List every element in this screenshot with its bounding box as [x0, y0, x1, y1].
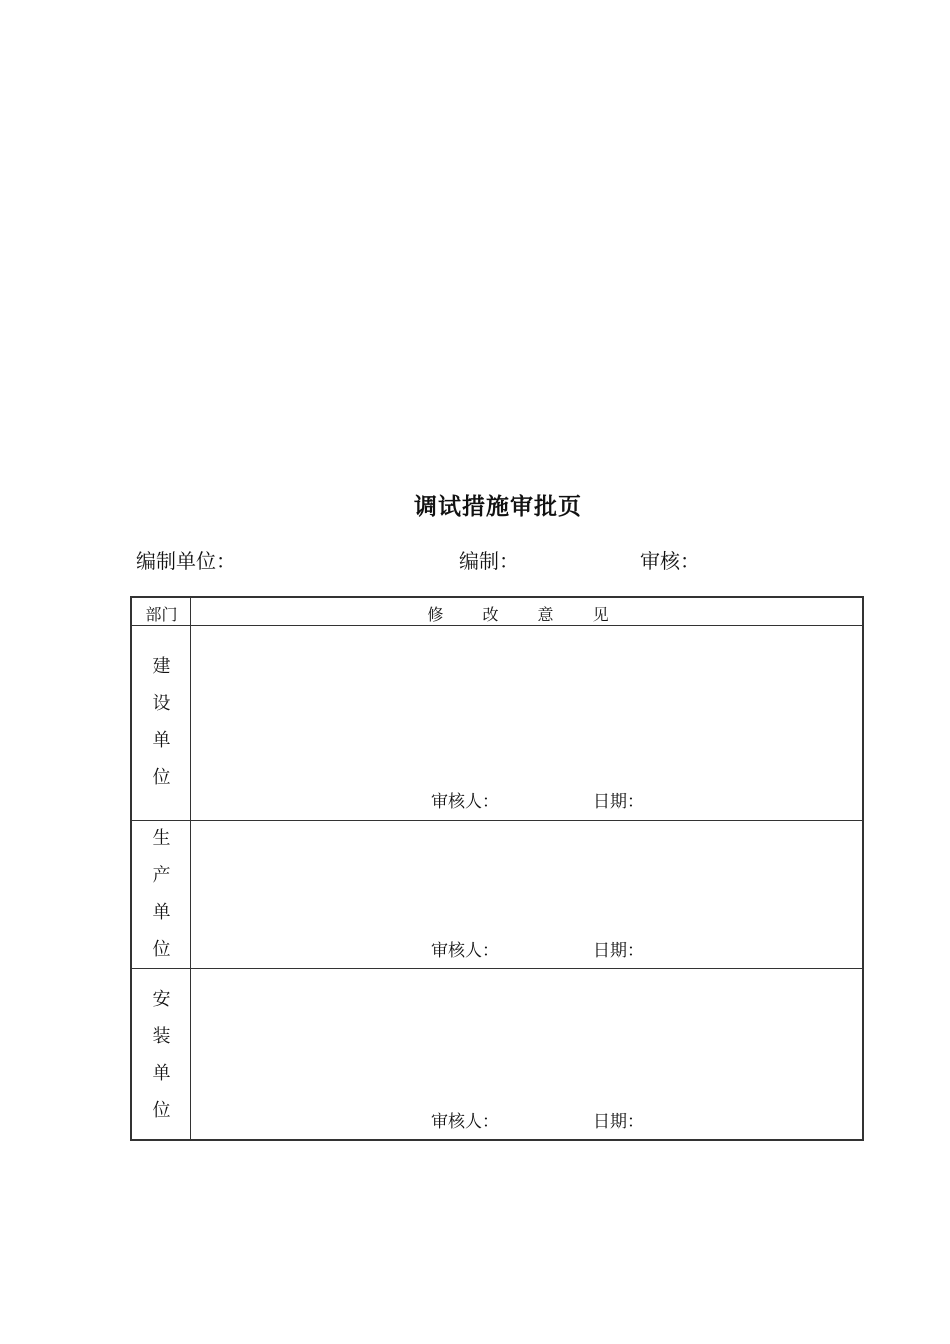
header-department-label: 部门: [145, 605, 178, 624]
header-opinion-label: 修 改 意 见: [427, 605, 626, 624]
department-cell: [132, 821, 191, 968]
table-row-production-unit: [132, 821, 862, 969]
department-char: 位: [152, 1100, 171, 1121]
reviewer-signature-label: 审核人：: [431, 792, 499, 812]
department-char: 装: [152, 1026, 171, 1047]
reviewer-signature-label: 审核人：: [431, 941, 499, 961]
compiling-unit-label: 编制单位：: [136, 549, 236, 573]
department-char: 单: [152, 730, 171, 751]
department-char: 生: [152, 828, 171, 849]
table-row-construction-unit: [132, 626, 862, 821]
department-char: 单: [152, 902, 171, 923]
reviewer-label: 审核：: [640, 549, 700, 573]
department-cell: [132, 626, 191, 820]
department-char: 单: [152, 1063, 171, 1084]
reviewer-signature-label: 审核人：: [431, 1112, 499, 1132]
department-char: 安: [152, 989, 171, 1010]
department-char: 产: [152, 865, 171, 886]
department-char: 建: [152, 656, 171, 677]
table-row-installation-unit: [132, 969, 862, 1140]
department-char: 设: [152, 693, 171, 714]
date-label: 日期：: [593, 941, 644, 961]
date-label: 日期：: [593, 1112, 644, 1132]
approval-table: [130, 596, 864, 1141]
department-char: 位: [152, 939, 171, 960]
page-title: 调试措施审批页: [414, 494, 582, 520]
date-label: 日期：: [593, 792, 644, 812]
table-header-row: [132, 598, 862, 626]
department-char: 位: [152, 767, 171, 788]
editor-label: 编制：: [459, 549, 519, 573]
department-cell: [132, 969, 191, 1140]
